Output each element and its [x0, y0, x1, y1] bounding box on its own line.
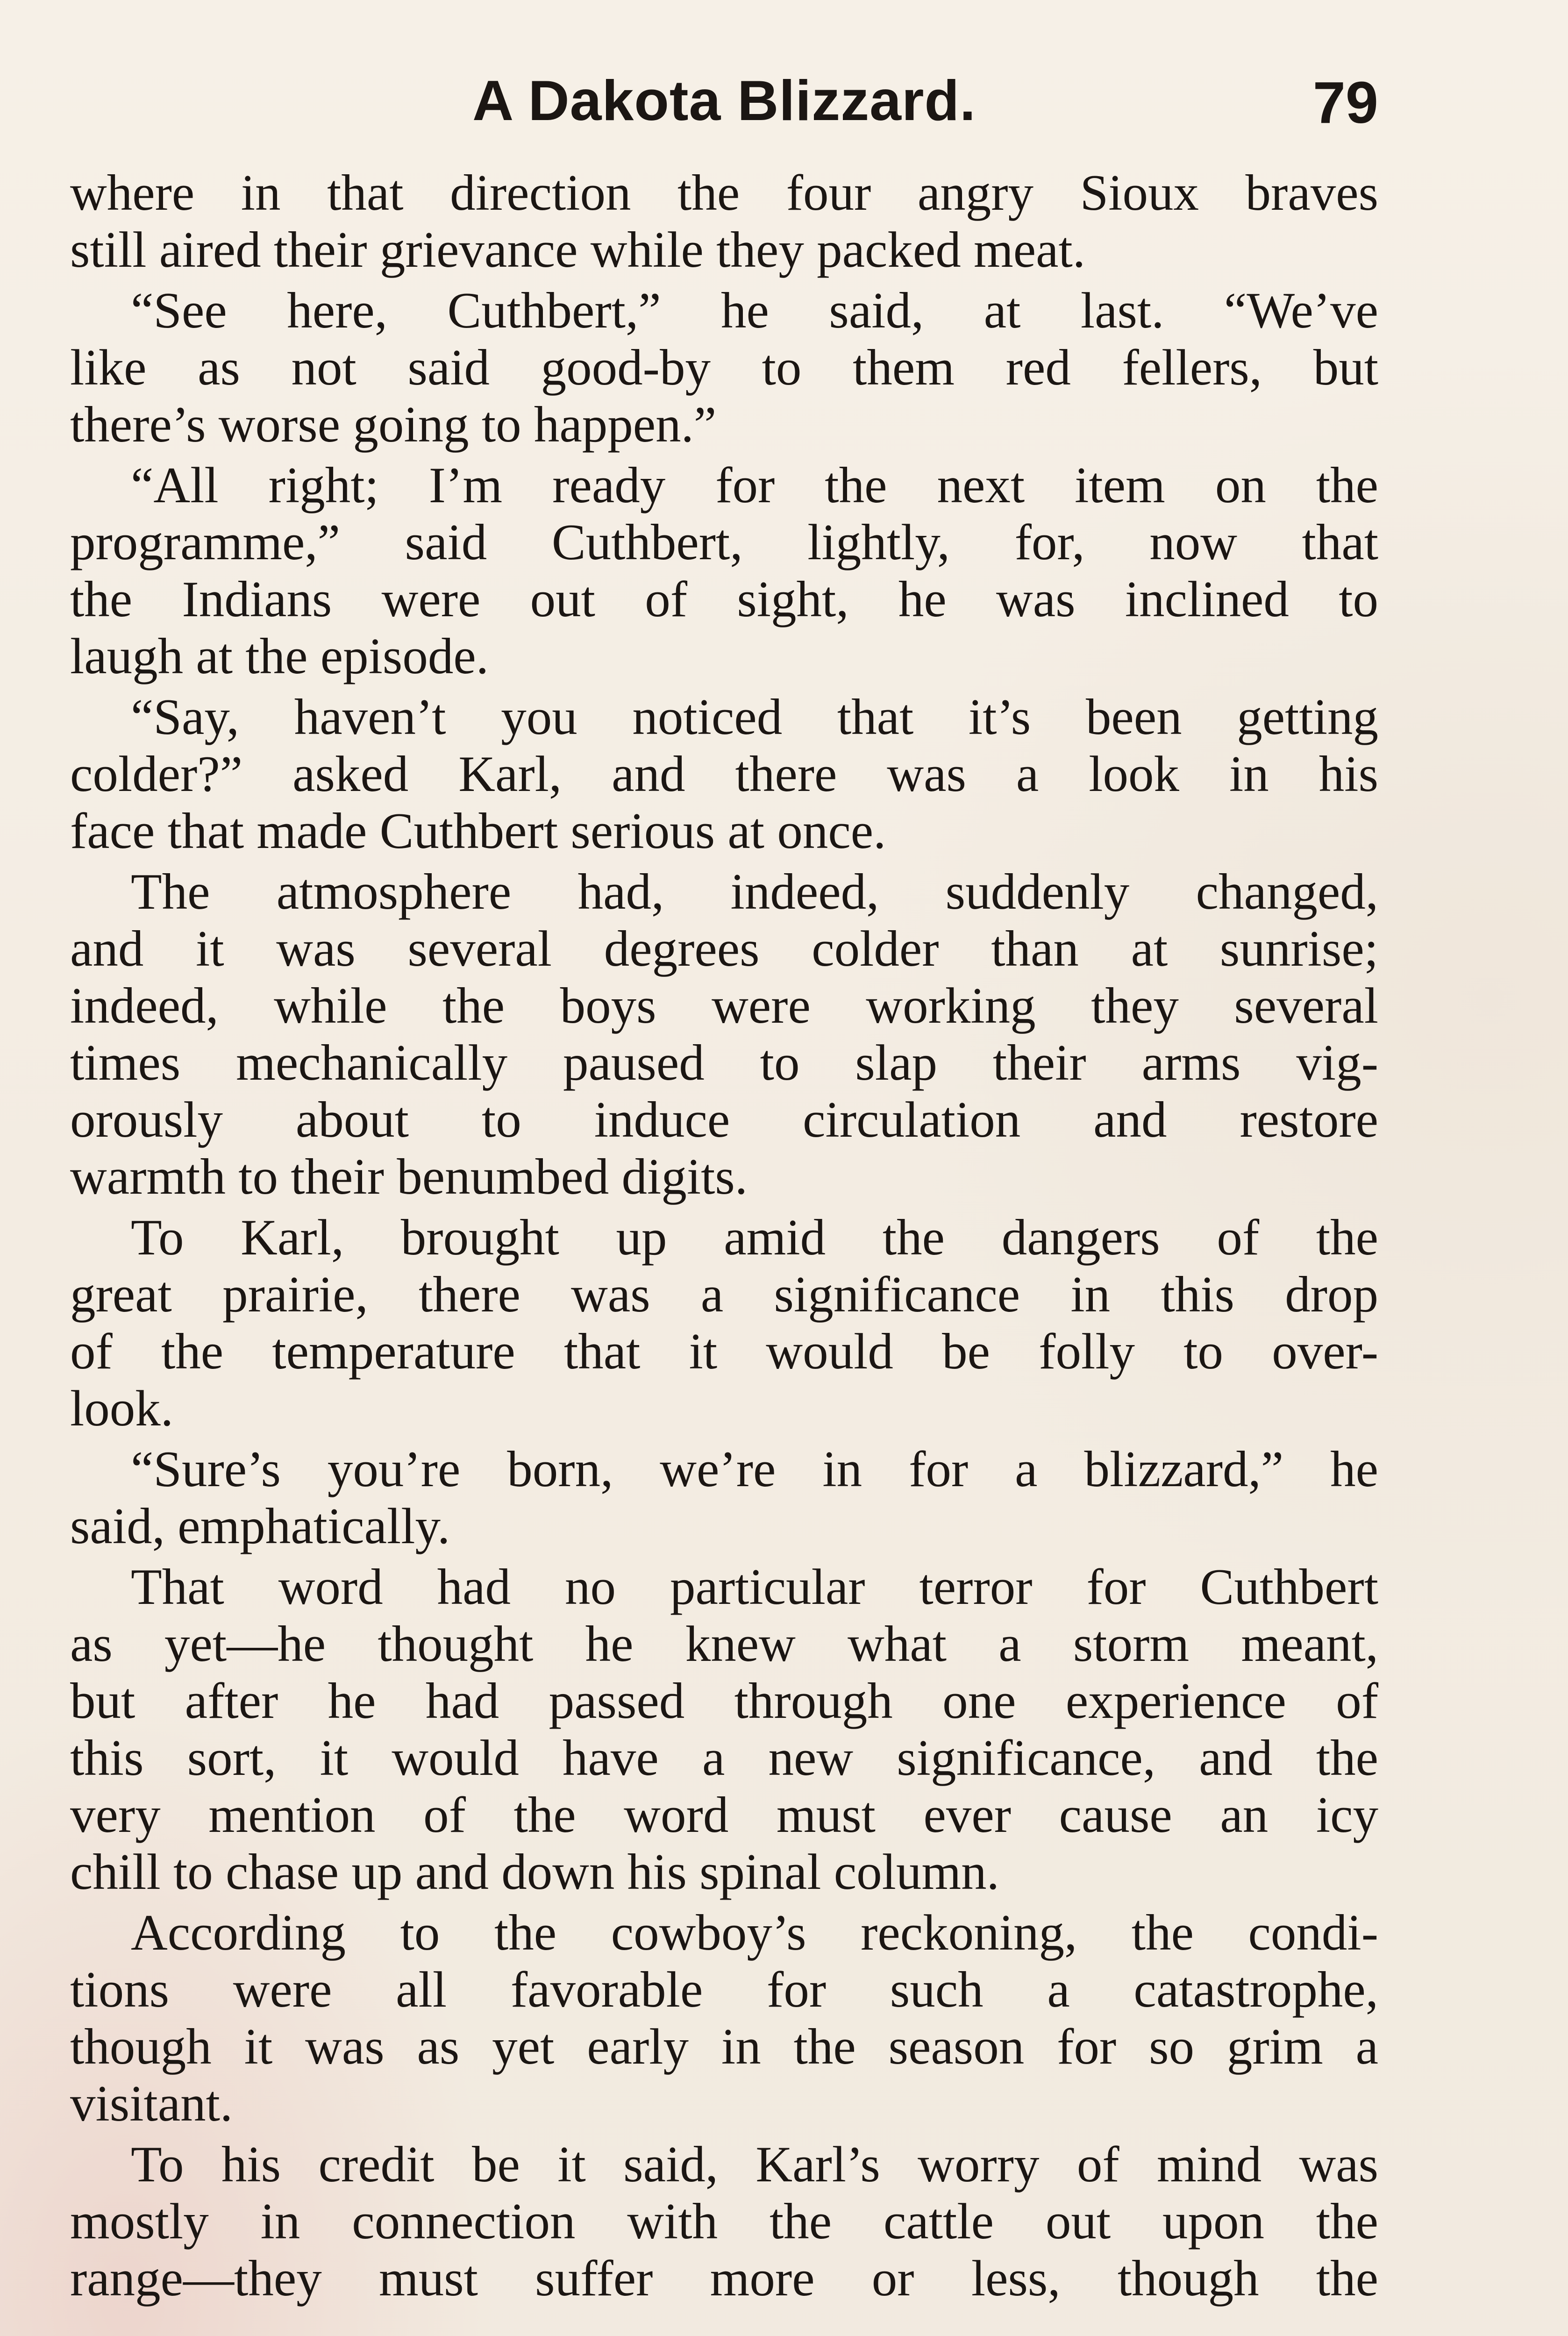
text-line: colder?” asked Karl, and there was a look in his: [70, 746, 1378, 802]
text-line: there’s worse going to happen.”: [70, 396, 717, 453]
text-line: tions were all favorable for such a catastrophe,: [70, 1961, 1378, 2018]
paragraph: [70, 282, 1378, 453]
paragraph: [70, 689, 1378, 860]
text-line: face that made Cuthbert serious at once.: [70, 803, 886, 859]
paragraph: [70, 457, 1378, 685]
text-line: where in that direction the four angry Sioux braves: [70, 164, 1378, 221]
text-line: To Karl, brought up amid the dangers of the: [131, 1209, 1378, 1266]
paragraph: [70, 164, 1378, 278]
text-line: indeed, while the boys were working they several: [70, 977, 1378, 1034]
text-line: “Sure’s you’re born, we’re in for a blizzard,” he: [131, 1441, 1378, 1497]
text-line: like as not said good-by to them red fellers, but: [70, 339, 1378, 396]
text-line: the Indians were out of sight, he was inclined to: [70, 571, 1378, 627]
running-head: [70, 61, 1378, 140]
text-line: The atmosphere had, indeed, suddenly changed,: [131, 863, 1378, 920]
text-line: range—they must suffer more or less, though the: [70, 2250, 1378, 2307]
text-line: warmth to their benumbed digits.: [70, 1148, 748, 1205]
paragraph: [70, 1209, 1378, 1437]
body-text: [70, 164, 1378, 2311]
text-line: According to the cowboy’s reckoning, the condi-: [131, 1904, 1378, 1961]
text-line: That word had no particular terror for Cuthbert: [131, 1559, 1378, 1615]
text-line: look.: [70, 1380, 174, 1437]
text-line: laugh at the episode.: [70, 628, 489, 684]
paragraph: [70, 2136, 1378, 2307]
text-line: though it was as yet early in the season for so grim a: [70, 2018, 1378, 2075]
text-line: mostly in connection with the cattle out upon the: [70, 2193, 1378, 2250]
paragraph: [70, 1904, 1378, 2132]
text-line: times mechanically paused to slap their arms vig-: [70, 1034, 1378, 1091]
page-number: 79: [1312, 70, 1378, 135]
text-line: this sort, it would have a new significance, and the: [70, 1730, 1378, 1786]
text-line: great prairie, there was a significance in this drop: [70, 1266, 1378, 1323]
text-line: “All right; I’m ready for the next item on the: [131, 457, 1378, 513]
text-line: programme,” said Cuthbert, lightly, for, now that: [70, 514, 1378, 570]
text-line: orously about to induce circulation and restore: [70, 1091, 1378, 1148]
paragraph: [70, 1559, 1378, 1901]
text-line: visitant.: [70, 2075, 233, 2132]
text-line: of the temperature that it would be folly to over-: [70, 1323, 1378, 1380]
text-line: To his credit be it said, Karl’s worry of mind was: [131, 2136, 1378, 2193]
text-line: as yet—he thought he knew what a storm meant,: [70, 1616, 1378, 1672]
chapter-title: A Dakota Blizzard.: [472, 69, 976, 132]
paragraph: [70, 1441, 1378, 1555]
text-line: “See here, Cuthbert,” he said, at last. “We’ve: [131, 282, 1378, 339]
text-line: but after he had passed through one experience of: [70, 1673, 1378, 1729]
text-line: very mention of the word must ever cause an icy: [70, 1787, 1378, 1843]
text-line: and it was several degrees colder than at sunrise;: [70, 920, 1378, 977]
paragraph: [70, 863, 1378, 1205]
text-line: still aired their grievance while they packed meat.: [70, 221, 1086, 278]
text-line: said, emphatically.: [70, 1498, 450, 1554]
text-line: “Say, haven’t you noticed that it’s been getting: [131, 689, 1378, 745]
text-line: chill to chase up and down his spinal column.: [70, 1844, 999, 1900]
